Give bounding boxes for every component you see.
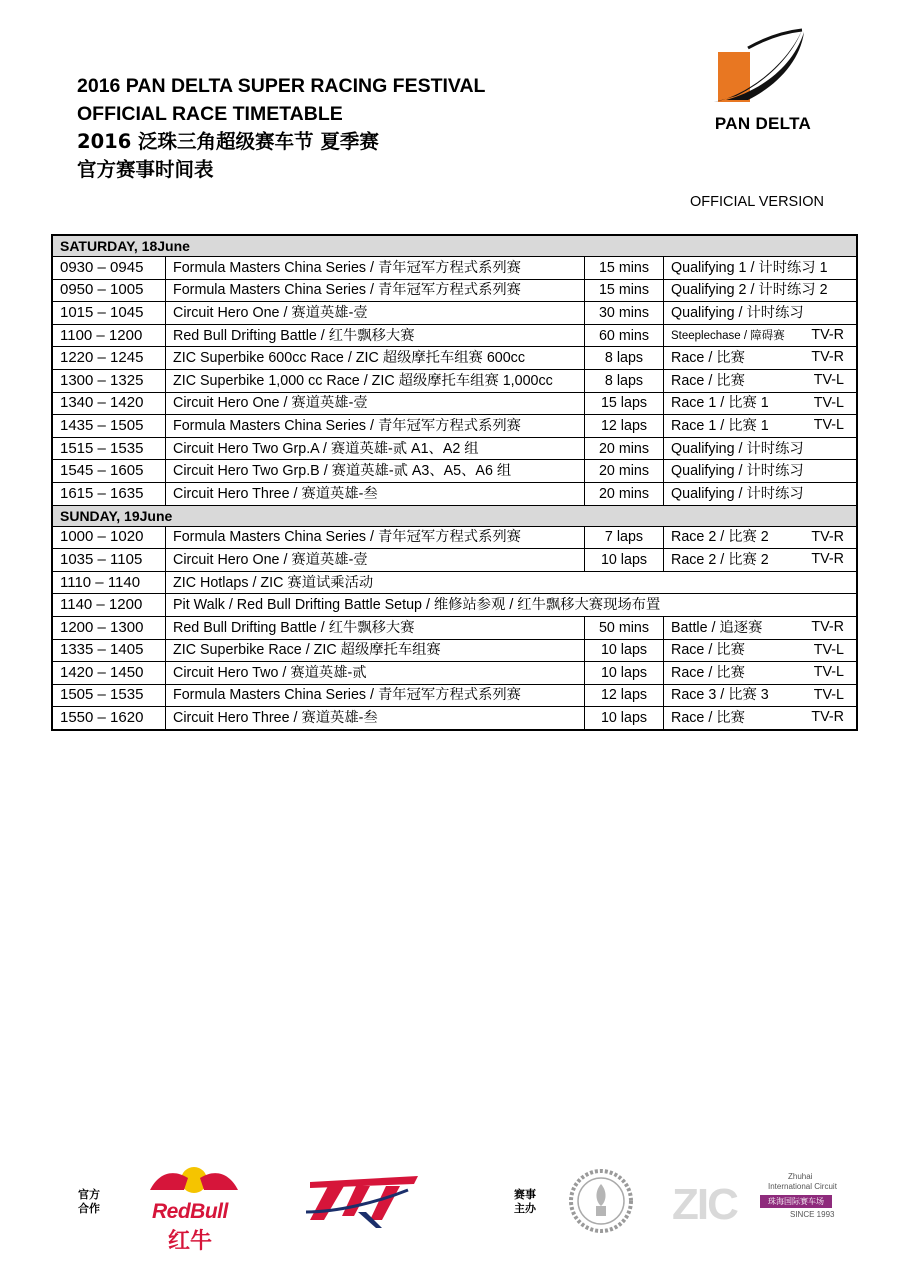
session-label: Qualifying / 计时练习 (671, 463, 804, 480)
timetable-row (52, 549, 857, 572)
event-cell: Circuit Hero Two Grp.A / 赛道英雄-贰 A1、A2 组 (166, 437, 585, 460)
day-label: SATURDAY, 18June (52, 235, 857, 257)
time-cell: 0950 – 1005 (52, 279, 166, 302)
event-cell: ZIC Superbike Race / ZIC 超级摩托车组赛 (166, 639, 585, 662)
session-label: Race 2 / 比赛 2 (671, 529, 769, 546)
tv-feed-label: TV-R (811, 349, 844, 366)
session-cell (664, 302, 858, 325)
tv-feed-label: TV-R (811, 528, 844, 545)
session-label: Race / 比赛 (671, 350, 745, 367)
session-cell (664, 347, 858, 370)
tv-feed-label: TV-L (813, 664, 844, 681)
duration-cell: 20 mins (585, 437, 664, 460)
pan-delta-logo-text: PAN DELTA (714, 114, 812, 133)
timetable-row (52, 392, 857, 415)
duration-cell: 12 laps (585, 415, 664, 438)
session-label: Steeplechase / 障碍赛 (671, 330, 785, 343)
duration-cell: 10 laps (585, 662, 664, 685)
timetable-row (52, 324, 857, 347)
duration-cell: 10 laps (585, 549, 664, 572)
session-label: Qualifying 1 / 计时练习 1 (671, 259, 828, 276)
session-label: Qualifying 2 / 计时练习 2 (671, 282, 828, 299)
time-cell: 1100 – 1200 (52, 324, 166, 347)
event-cell: Circuit Hero Two / 赛道英雄-贰 (166, 662, 585, 685)
day-header (52, 235, 857, 257)
time-cell: 1545 – 1605 (52, 460, 166, 483)
event-cell: Red Bull Drifting Battle / 红牛飘移大赛 (166, 324, 585, 347)
timetable-row (52, 279, 857, 302)
duration-cell: 30 mins (585, 302, 664, 325)
session-label: Race / 比赛 (671, 372, 745, 389)
session-label: Battle / 追逐赛 (671, 619, 763, 636)
session-label: Race / 比赛 (671, 642, 745, 659)
session-cell (664, 324, 858, 347)
event-cell: Formula Masters China Series / 青年冠军方程式系列赛 (166, 526, 585, 549)
event-cell: Pit Walk / Red Bull Drifting Battle Setup / 维修站参观 / 红牛飘移大赛现场布置 (166, 594, 858, 617)
timetable-row (52, 594, 857, 617)
time-cell: 1550 – 1620 (52, 707, 166, 730)
timetable-row (52, 347, 857, 370)
time-cell: 1300 – 1325 (52, 369, 166, 392)
zic-chinese-bar: 珠海国际赛车场 (760, 1195, 832, 1208)
time-cell: 0930 – 0945 (52, 257, 166, 280)
event-cell: Circuit Hero One / 赛道英雄-壹 (166, 549, 585, 572)
event-cell: Formula Masters China Series / 青年冠军方程式系列赛 (166, 279, 585, 302)
tv-feed-label: TV-R (811, 709, 844, 726)
session-cell (664, 392, 858, 415)
day-header (52, 505, 857, 526)
session-cell (664, 415, 858, 438)
session-cell (664, 257, 858, 280)
duration-cell: 50 mins (585, 616, 664, 639)
tv-feed-label: TV-R (811, 326, 844, 343)
organizer-label: 赛事 主办 (514, 1188, 536, 1215)
session-label: Race 1 / 比赛 1 (671, 395, 769, 412)
event-cell: Circuit Hero Three / 赛道英雄-叁 (166, 707, 585, 730)
time-cell: 1420 – 1450 (52, 662, 166, 685)
time-cell: 1515 – 1535 (52, 437, 166, 460)
duration-cell: 8 laps (585, 369, 664, 392)
tv-feed-label: TV-R (811, 618, 844, 635)
time-cell: 1505 – 1535 (52, 684, 166, 707)
zic-international: International Circuit (768, 1182, 837, 1191)
session-cell (664, 549, 858, 572)
session-cell (664, 369, 858, 392)
session-cell (664, 616, 858, 639)
duration-cell: 8 laps (585, 347, 664, 370)
timetable-row (52, 482, 857, 505)
session-cell (664, 279, 858, 302)
event-cell: ZIC Superbike 1,000 cc Race / ZIC 超级摩托车组赛 1,000cc (166, 369, 585, 392)
session-label: Qualifying / 计时练习 (671, 304, 804, 321)
zic-logo: ZIC (672, 1180, 737, 1229)
timetable-row (52, 415, 857, 438)
zic-since: SINCE 1993 (790, 1210, 835, 1219)
timetable-row (52, 707, 857, 730)
tv-feed-label: TV-R (811, 551, 844, 568)
duration-cell: 20 mins (585, 482, 664, 505)
event-cell: ZIC Superbike 600cc Race / ZIC 超级摩托车组赛 600cc (166, 347, 585, 370)
duration-cell: 10 laps (585, 639, 664, 662)
sponsor-footer (0, 1150, 908, 1260)
timetable-row (52, 616, 857, 639)
title-line-3: 2016 泛珠三角超级赛车节 夏季赛 (77, 130, 379, 153)
timetable-row (52, 662, 857, 685)
event-cell: Circuit Hero One / 赛道英雄-壹 (166, 392, 585, 415)
title-line-4: 官方赛事时间表 (77, 158, 214, 181)
tv-feed-label: TV-L (813, 394, 844, 411)
event-cell: Red Bull Drifting Battle / 红牛飘移大赛 (166, 616, 585, 639)
duration-cell: 15 laps (585, 392, 664, 415)
time-cell: 1015 – 1045 (52, 302, 166, 325)
session-label: Race / 比赛 (671, 710, 745, 727)
session-label: Qualifying / 计时练习 (671, 440, 804, 457)
timetable-row (52, 639, 857, 662)
duration-cell: 7 laps (585, 526, 664, 549)
time-cell: 1220 – 1245 (52, 347, 166, 370)
pan-delta-swoosh-icon (696, 26, 830, 116)
time-cell: 1200 – 1300 (52, 616, 166, 639)
tv-feed-label: TV-L (813, 641, 844, 658)
session-cell (664, 662, 858, 685)
trt-logo-icon (298, 1172, 424, 1234)
event-cell: Formula Masters China Series / 青年冠军方程式系列赛 (166, 415, 585, 438)
timetable-row (52, 302, 857, 325)
tv-feed-label: TV-L (813, 371, 844, 388)
time-cell: 1000 – 1020 (52, 526, 166, 549)
timetable-row (52, 437, 857, 460)
session-label: Qualifying / 计时练习 (671, 485, 804, 502)
time-cell: 1335 – 1405 (52, 639, 166, 662)
session-label: Race 2 / 比赛 2 (671, 551, 769, 568)
time-cell: 1435 – 1505 (52, 415, 166, 438)
session-label: Race 3 / 比赛 3 (671, 687, 769, 704)
timetable-row (52, 460, 857, 483)
pan-delta-logo (696, 26, 830, 136)
duration-cell: 10 laps (585, 707, 664, 730)
session-cell (664, 707, 858, 730)
event-cell: Formula Masters China Series / 青年冠军方程式系列赛 (166, 257, 585, 280)
time-cell: 1110 – 1140 (52, 571, 166, 594)
organizer-seal-icon (568, 1168, 634, 1234)
session-cell (664, 684, 858, 707)
title-line-1: 2016 PAN DELTA SUPER RACING FESTIVAL (77, 75, 486, 97)
duration-cell: 15 mins (585, 279, 664, 302)
session-cell (664, 460, 858, 483)
event-cell: Circuit Hero One / 赛道英雄-壹 (166, 302, 585, 325)
session-cell (664, 526, 858, 549)
session-label: Race / 比赛 (671, 664, 745, 681)
redbull-bulls-icon (148, 1160, 240, 1202)
duration-cell: 20 mins (585, 460, 664, 483)
timetable-row (52, 684, 857, 707)
session-cell (664, 437, 858, 460)
redbull-wordmark: RedBull (152, 1200, 228, 1223)
timetable (51, 234, 858, 731)
duration-cell: 12 laps (585, 684, 664, 707)
zic-zhuhai: Zhuhai (788, 1172, 813, 1181)
redbull-chinese: 红牛 (168, 1229, 213, 1254)
session-cell (664, 639, 858, 662)
timetable-row (52, 369, 857, 392)
session-label: Race 1 / 比赛 1 (671, 417, 769, 434)
duration-cell: 60 mins (585, 324, 664, 347)
event-cell: Circuit Hero Three / 赛道英雄-叁 (166, 482, 585, 505)
time-cell: 1615 – 1635 (52, 482, 166, 505)
timetable-row (52, 571, 857, 594)
time-cell: 1140 – 1200 (52, 594, 166, 617)
event-cell: Formula Masters China Series / 青年冠军方程式系列赛 (166, 684, 585, 707)
time-cell: 1035 – 1105 (52, 549, 166, 572)
version-label: OFFICIAL VERSION (690, 194, 825, 210)
timetable-row (52, 257, 857, 280)
title-block (77, 72, 485, 184)
tv-feed-label: TV-L (813, 417, 844, 434)
official-partner-label: 官方 合作 (78, 1188, 100, 1215)
time-cell: 1340 – 1420 (52, 392, 166, 415)
timetable-row (52, 526, 857, 549)
event-cell: ZIC Hotlaps / ZIC 赛道试乘活动 (166, 571, 858, 594)
event-cell: Circuit Hero Two Grp.B / 赛道英雄-贰 A3、A5、A6 组 (166, 460, 585, 483)
day-label: SUNDAY, 19June (52, 505, 857, 526)
duration-cell: 15 mins (585, 257, 664, 280)
session-cell (664, 482, 858, 505)
title-line-2: OFFICIAL RACE TIMETABLE (77, 103, 343, 125)
tv-feed-label: TV-L (813, 686, 844, 703)
